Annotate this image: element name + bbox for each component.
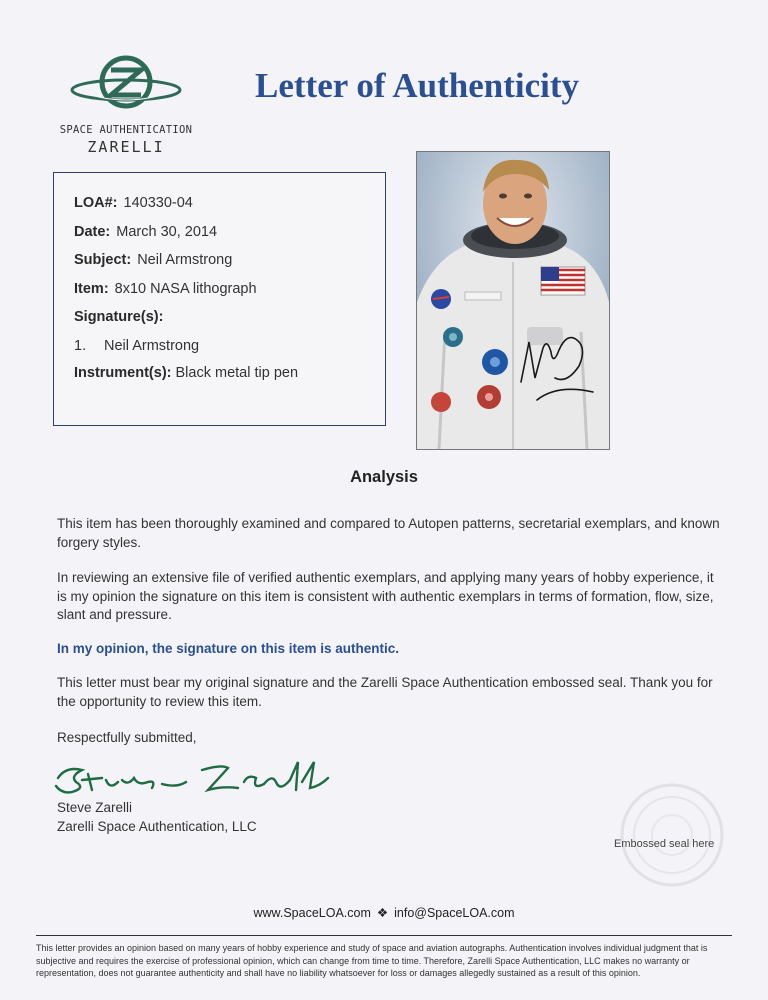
seal-emboss-icon (612, 780, 732, 890)
loa-details-box (53, 172, 386, 426)
analysis-heading: Analysis (350, 468, 418, 486)
signer-company: Zarelli Space Authentication, LLC (57, 819, 257, 834)
astronaut-photo-illustration (417, 152, 609, 449)
signature-number: 1. (74, 337, 87, 354)
website-link[interactable]: www.SpaceLOA.com (253, 906, 371, 920)
analysis-paragraph-1: This item has been thoroughly examined and compared to Autopen patterns, secretarial exemplars, and known forgery styles. (57, 516, 720, 550)
date-row (74, 222, 365, 251)
logo-text-top: SPACE AUTHENTICATION (59, 124, 193, 136)
signature-name: Neil Armstrong (104, 337, 200, 354)
footer-divider (36, 935, 732, 936)
subject-row (74, 250, 365, 279)
loa-number-row (74, 193, 365, 222)
signatures-label: Signature(s): (74, 309, 164, 325)
logo-text-bottom: ZARELLI (87, 138, 165, 156)
instrument-value: Black metal tip pen (175, 365, 299, 381)
signatures-row (74, 307, 365, 336)
date-value: March 30, 2014 (116, 223, 218, 240)
signature-graphic (52, 756, 352, 798)
diamond-separator-icon: ❖ (376, 906, 389, 920)
item-label: Item: (74, 280, 109, 297)
instrument-row (74, 364, 365, 393)
closing-text: Respectfully submitted, (57, 730, 197, 745)
instrument-label: Instrument(s): (74, 365, 172, 381)
authentic-opinion: In my opinion, the signature on this item is authentic. (57, 641, 400, 656)
signature-entry (74, 336, 365, 365)
analysis-paragraph-2: In reviewing an extensive file of verified authentic exemplars, and applying many years of hobby experience, it is my opinion the signature on this item is consistent with authentic exemplars in terms of formation, flow, size, slant and pressure. (57, 570, 714, 622)
subject-value: Neil Armstrong (137, 252, 233, 268)
loa-number-label: LOA#: (74, 195, 118, 211)
item-value: 8x10 NASA lithograph (114, 280, 257, 297)
seal-note: Embossed seal here (614, 838, 715, 850)
subject-label: Subject: (74, 252, 132, 268)
legal-disclaimer: This letter provides an opinion based on many years of hobby experience and study of space and aviation autographs. Authentication involves individual judgment that is subjective and requires the exercise of professional opinion, which can change from time to time. Therefore, Zarelli Space Authentication, LLC makes no warranty or representation, does not guarantee authenticity and shall have no liability whatsoever for loss or damages allegedly sustained as a result of this opinion. (36, 943, 708, 978)
signed-lithograph-photo (416, 151, 610, 450)
contact-line (0, 905, 768, 920)
email-link[interactable]: info@SpaceLOA.com (394, 906, 515, 920)
orbit-logo-icon (66, 50, 186, 122)
item-row (74, 279, 365, 308)
seal-notice-paragraph: This letter must bear my original signature and the Zarelli Space Authentication embossed seal. Thank you for the opportunity to review this item. (57, 675, 713, 709)
loa-number-value: 140330-04 (123, 195, 193, 211)
document-title: Letter of Authenticity (255, 66, 580, 105)
signer-name: Steve Zarelli (57, 800, 133, 815)
date-label: Date: (74, 223, 111, 240)
company-logo (52, 50, 200, 160)
handwritten-signature (52, 756, 352, 803)
